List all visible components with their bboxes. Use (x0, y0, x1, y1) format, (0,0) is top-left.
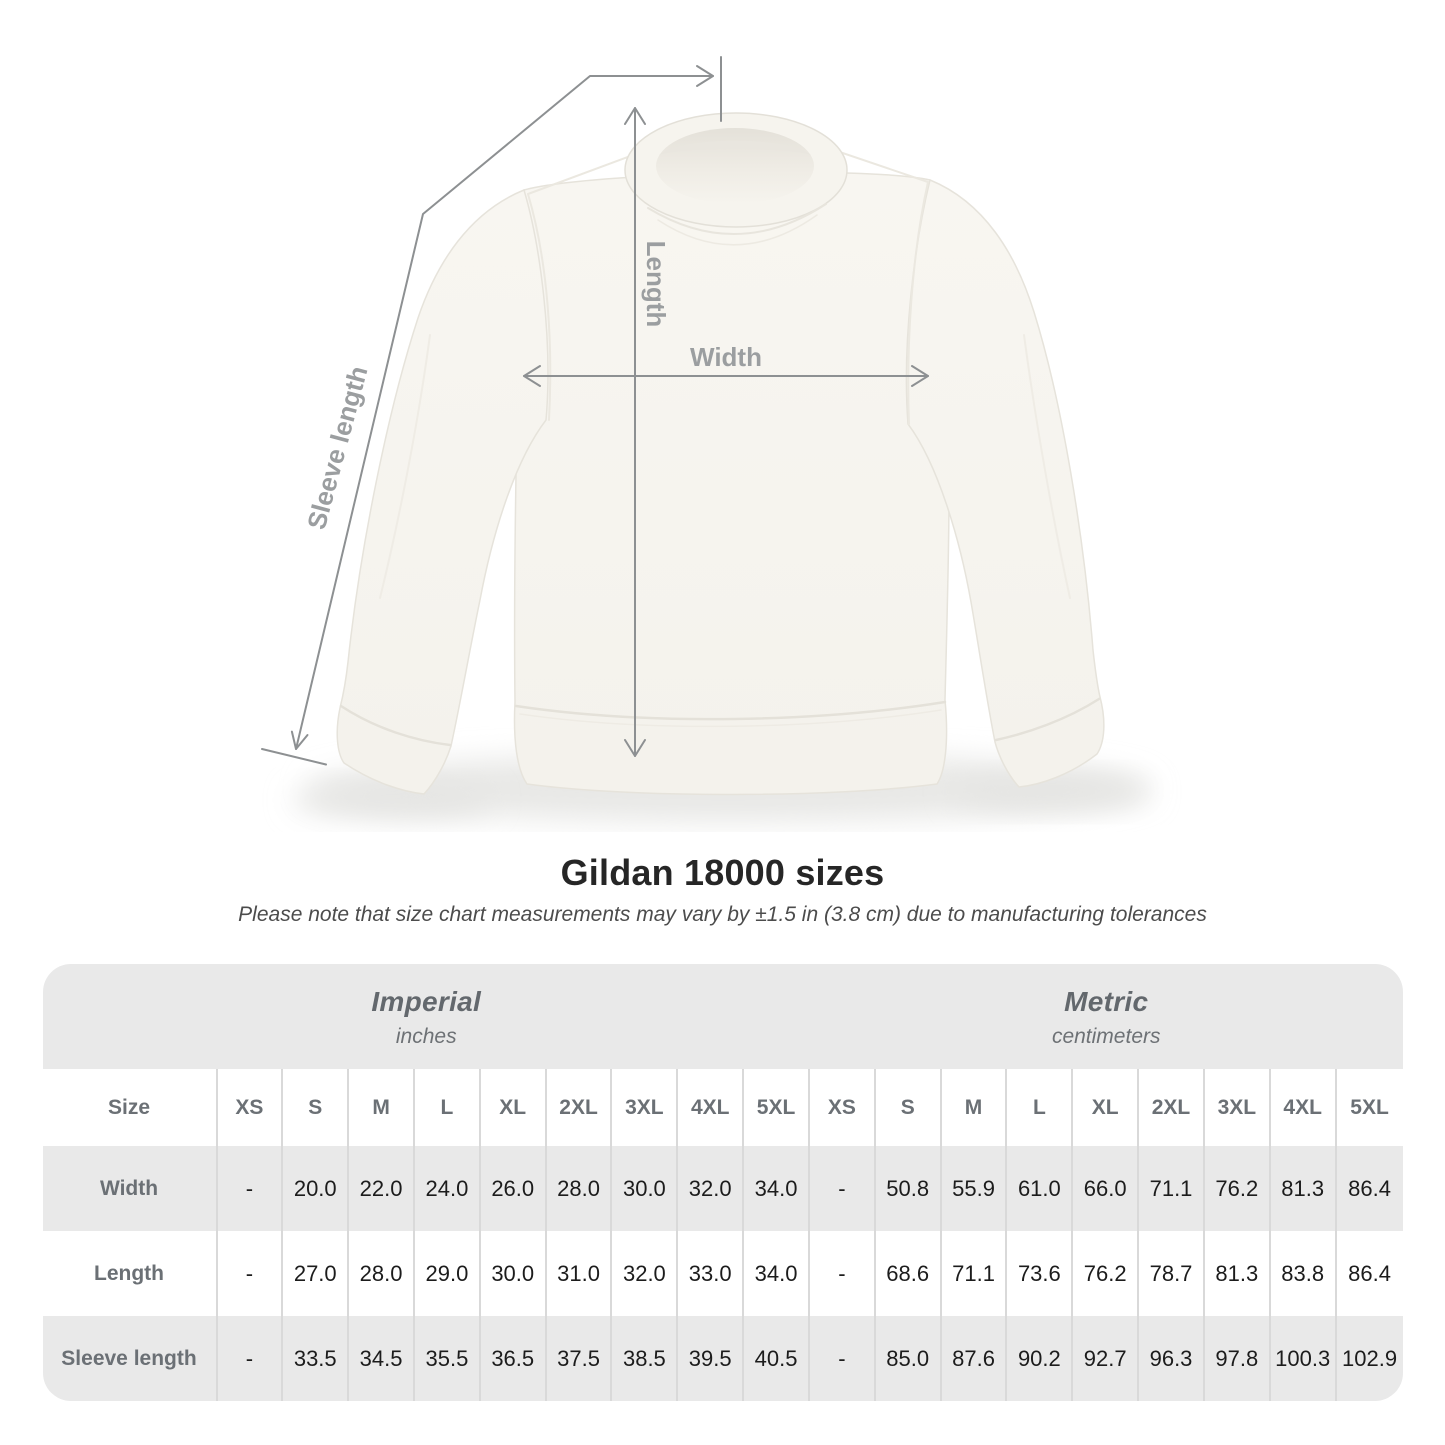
measurement-value-cell: 96.3 (1139, 1316, 1205, 1401)
measurement-value-cell: 39.5 (678, 1316, 744, 1401)
measurement-value-cell: 37.5 (547, 1316, 613, 1401)
size-column-header: Size (43, 1069, 218, 1146)
size-col-header: 3XL (612, 1069, 678, 1146)
measurement-value-cell: 73.6 (1007, 1231, 1073, 1316)
measurement-value-cell: - (810, 1316, 876, 1401)
measurement-value-cell: 81.3 (1271, 1146, 1337, 1231)
sweatshirt-illustration (337, 113, 1104, 795)
measurement-value-cell: 30.0 (612, 1146, 678, 1231)
size-col-header: 2XL (1139, 1069, 1205, 1146)
measurement-value-cell: 87.6 (942, 1316, 1008, 1401)
measurement-value-cell: 34.5 (349, 1316, 415, 1401)
size-col-header: L (1007, 1069, 1073, 1146)
size-chart-table (43, 964, 1403, 1401)
measurement-value-cell: 71.1 (1139, 1146, 1205, 1231)
size-col-header: S (876, 1069, 942, 1146)
sleeve-length-label: Sleeve length (301, 362, 374, 533)
measurement-value-cell: 31.0 (547, 1231, 613, 1316)
measurement-row (43, 1316, 1403, 1401)
size-col-header: XL (481, 1069, 547, 1146)
measurement-value-cell: 22.0 (349, 1146, 415, 1231)
measurement-value-cell: 38.5 (612, 1316, 678, 1401)
size-col-header: XL (1073, 1069, 1139, 1146)
measurement-value-cell: - (218, 1316, 284, 1401)
size-col-header: S (283, 1069, 349, 1146)
imperial-heading: Imperial (371, 986, 482, 1017)
measurement-value-cell: 61.0 (1007, 1146, 1073, 1231)
size-col-header: M (942, 1069, 1008, 1146)
measurement-row (43, 1231, 1403, 1316)
measurement-row-label: Sleeve length (43, 1316, 218, 1401)
measurement-value-cell: 28.0 (547, 1146, 613, 1231)
sweatshirt-body (515, 172, 950, 794)
measurement-value-cell: 24.0 (415, 1146, 481, 1231)
measurement-value-cell: 50.8 (876, 1146, 942, 1231)
length-label: Length (641, 240, 671, 328)
measurement-value-cell: 66.0 (1073, 1146, 1139, 1231)
measurement-value-cell: 30.0 (481, 1231, 547, 1316)
measurement-value-cell: 86.4 (1337, 1231, 1403, 1316)
measurement-value-cell: 33.0 (678, 1231, 744, 1316)
measurement-value-cell: 71.1 (942, 1231, 1008, 1316)
size-col-header: 2XL (547, 1069, 613, 1146)
measurement-value-cell: 83.8 (1271, 1231, 1337, 1316)
size-header-row (43, 1069, 1403, 1146)
metric-band (810, 964, 1403, 1069)
imperial-unit: inches (395, 1025, 457, 1048)
measurement-value-cell: 68.6 (876, 1231, 942, 1316)
measurement-value-cell: 86.4 (1337, 1146, 1403, 1231)
measurement-value-cell: 29.0 (415, 1231, 481, 1316)
size-col-header: 4XL (678, 1069, 744, 1146)
measurement-value-cell: 102.9 (1337, 1316, 1403, 1401)
size-table-body (43, 1146, 1403, 1401)
measurement-value-cell: 76.2 (1073, 1231, 1139, 1316)
measurement-value-cell: 81.3 (1205, 1231, 1271, 1316)
measurement-value-cell: 34.0 (744, 1231, 810, 1316)
imperial-band (43, 964, 810, 1069)
size-col-header: 5XL (1337, 1069, 1403, 1146)
cuff-tick (262, 749, 326, 765)
tolerance-note: Please note that size chart measurements may vary by ±1.5 in (3.8 cm) due to manufacturing tolerances (238, 903, 1207, 926)
measurement-value-cell: 28.0 (349, 1231, 415, 1316)
page-title: Gildan 18000 sizes (560, 852, 885, 893)
measurement-value-cell: 100.3 (1271, 1316, 1337, 1401)
unit-band-row (43, 964, 1403, 1069)
measurement-value-cell: 78.7 (1139, 1231, 1205, 1316)
measurement-value-cell: - (810, 1231, 876, 1316)
measurement-value-cell: 90.2 (1007, 1316, 1073, 1401)
measurement-value-cell: 55.9 (942, 1146, 1008, 1231)
size-col-header: M (349, 1069, 415, 1146)
measurement-row (43, 1146, 1403, 1231)
measurement-value-cell: 36.5 (481, 1316, 547, 1401)
size-col-header: XS (810, 1069, 876, 1146)
size-col-header: L (415, 1069, 481, 1146)
measurement-value-cell: 20.0 (283, 1146, 349, 1231)
width-label: Width (690, 342, 762, 372)
measurement-value-cell: 85.0 (876, 1316, 942, 1401)
title-block (0, 852, 1445, 928)
metric-unit: centimeters (1051, 1025, 1161, 1048)
measurement-value-cell: 32.0 (612, 1231, 678, 1316)
size-col-header: 3XL (1205, 1069, 1271, 1146)
measurement-value-cell: 76.2 (1205, 1146, 1271, 1231)
measurement-value-cell: 26.0 (481, 1146, 547, 1231)
measurement-row-label: Length (43, 1231, 218, 1316)
measurement-value-cell: 92.7 (1073, 1316, 1139, 1401)
measurement-value-cell: 33.5 (283, 1316, 349, 1401)
measurement-value-cell: 34.0 (744, 1146, 810, 1231)
metric-heading: Metric (1064, 986, 1149, 1017)
measurement-value-cell: 97.8 (1205, 1316, 1271, 1401)
measurement-value-cell: 27.0 (283, 1231, 349, 1316)
size-col-header: 4XL (1271, 1069, 1337, 1146)
measurement-value-cell: 32.0 (678, 1146, 744, 1231)
measurement-value-cell: - (218, 1146, 284, 1231)
measurement-value-cell: 35.5 (415, 1316, 481, 1401)
measurement-value-cell: 40.5 (744, 1316, 810, 1401)
measurement-row-label: Width (43, 1146, 218, 1231)
measurement-value-cell: - (810, 1146, 876, 1231)
size-col-header: XS (218, 1069, 284, 1146)
measurement-value-cell: - (218, 1231, 284, 1316)
size-col-header: 5XL (744, 1069, 810, 1146)
